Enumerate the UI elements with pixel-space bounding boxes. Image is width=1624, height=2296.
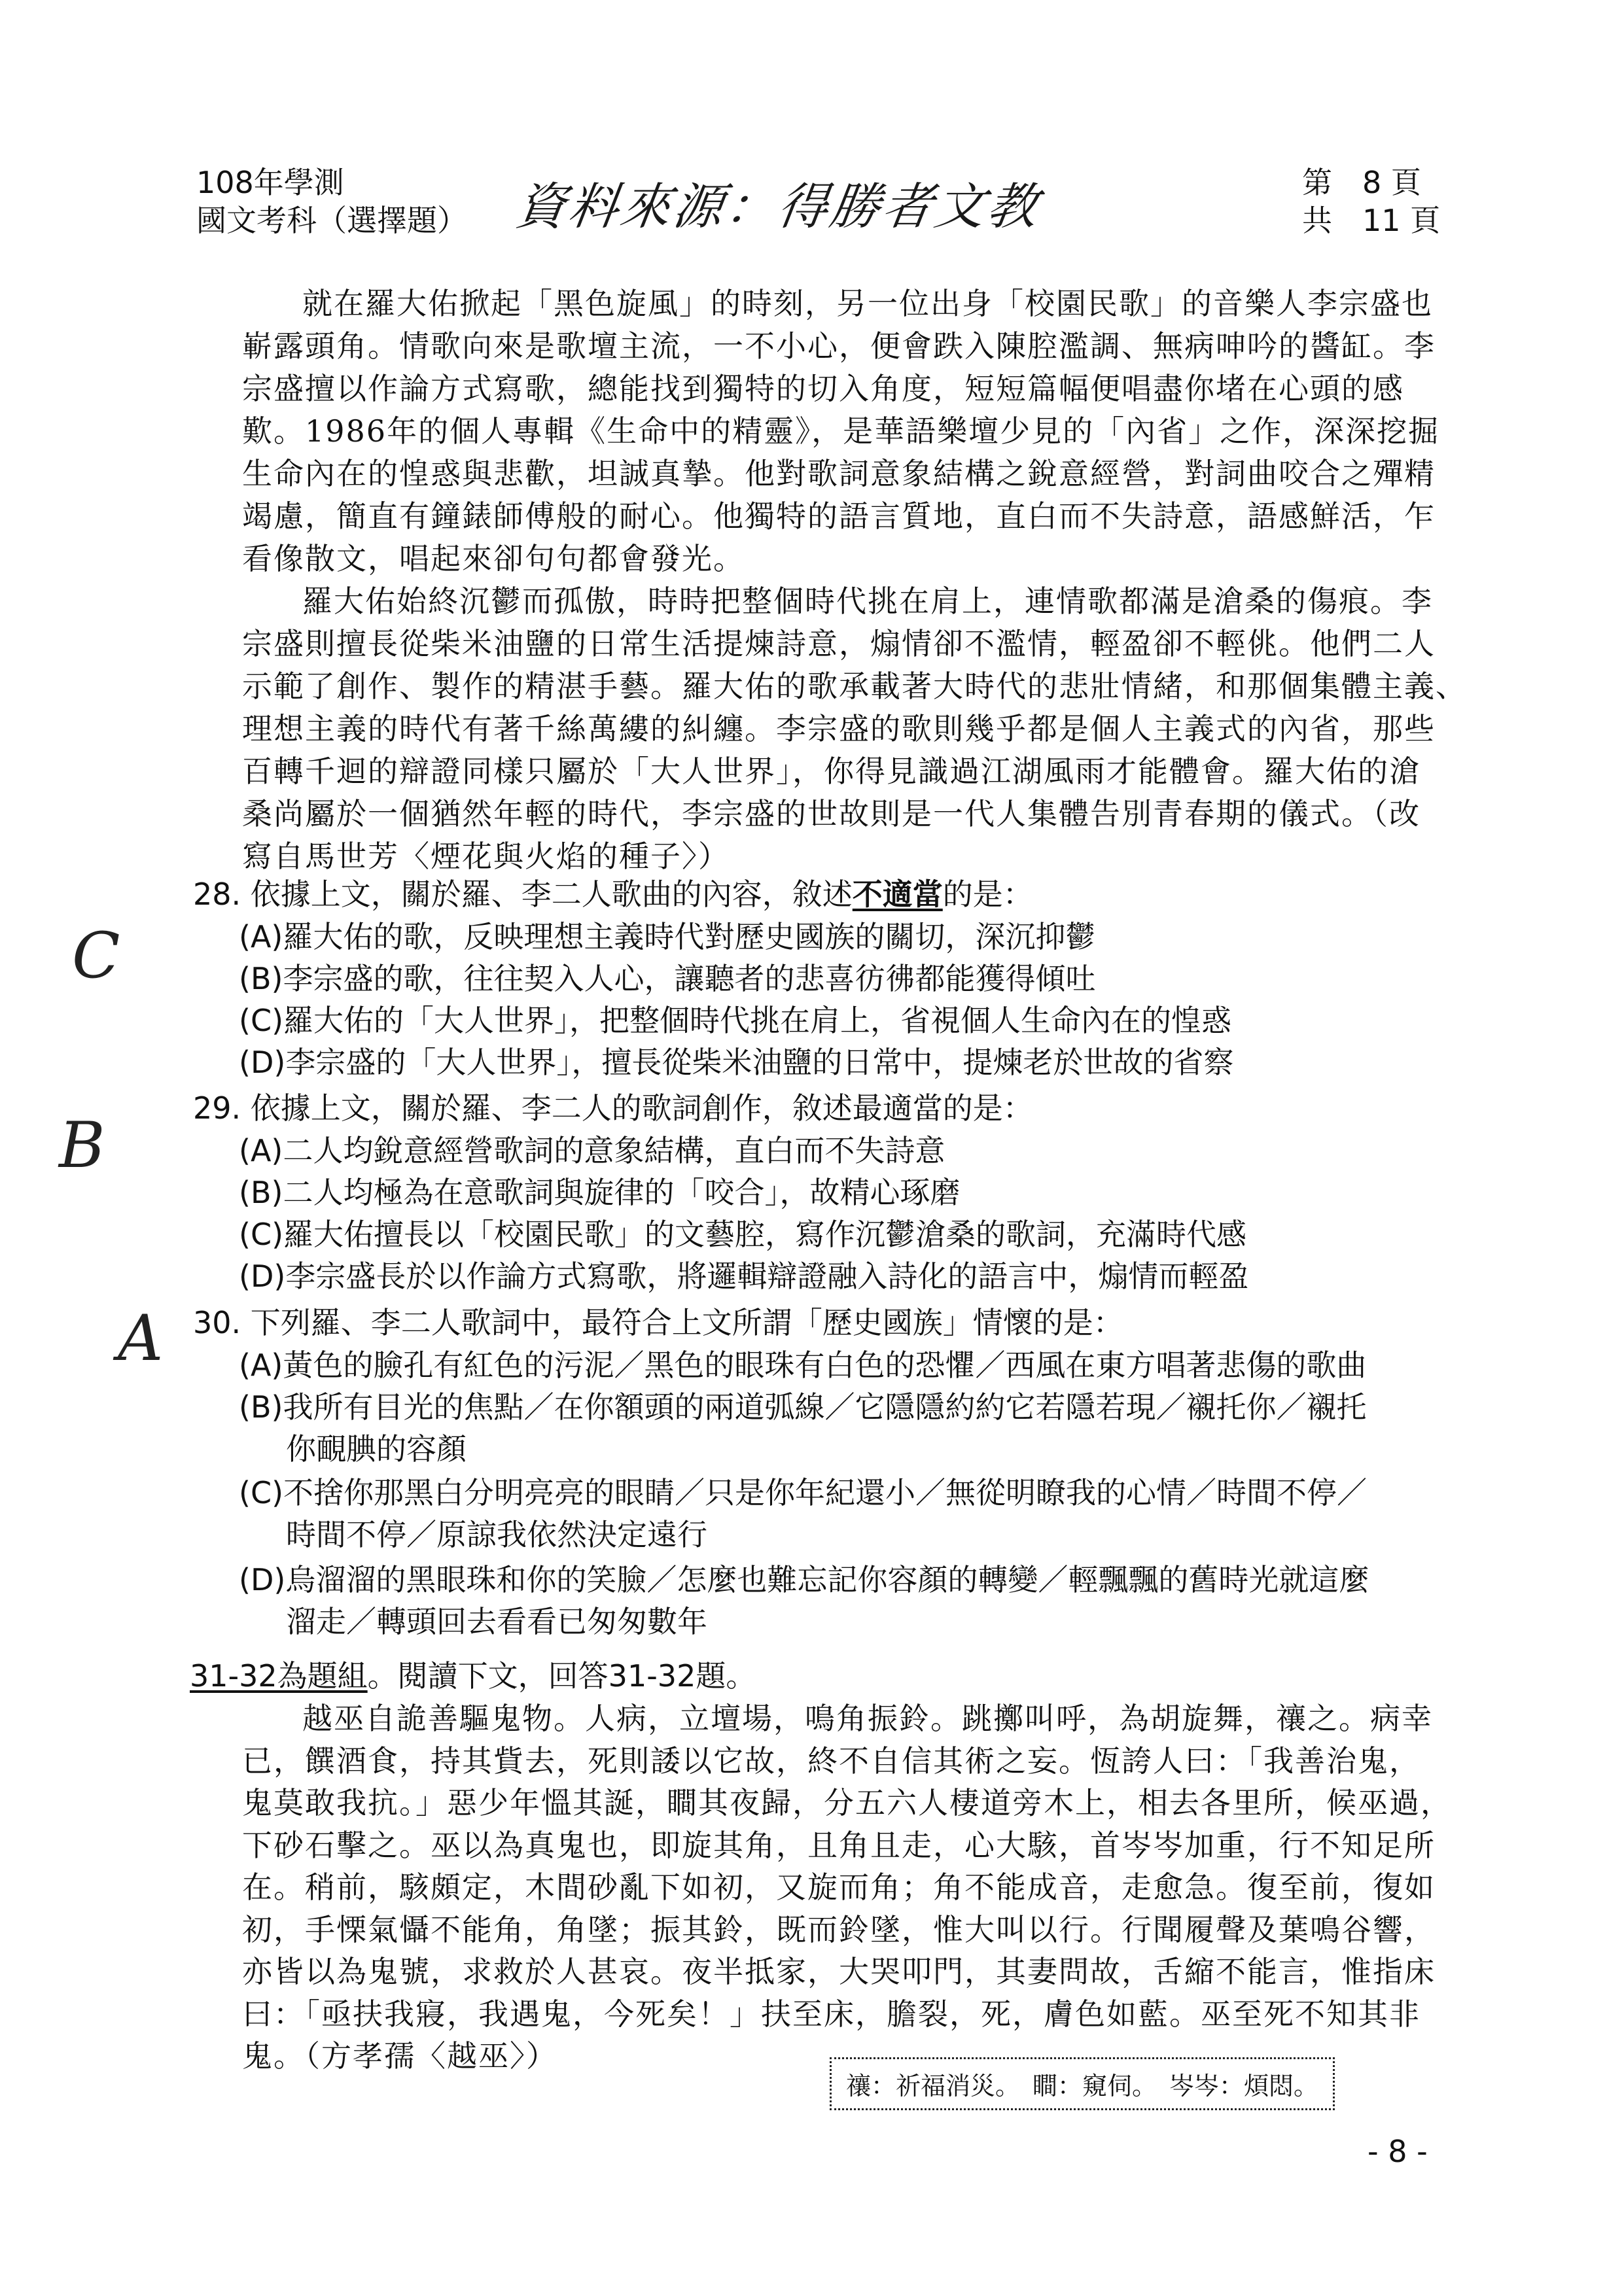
handwritten-answer-mark: A [118, 1302, 164, 1375]
question-28-option-d[interactable]: (D)李宗盛的「大人世界」，擅長從柴米油鹽的日常中，提煉老於世故的省察 [239, 1045, 1234, 1080]
question-28-option-c[interactable]: (C)羅大佑的「大人世界」，把整個時代挑在肩上，省視個人生命內在的惶惑 [239, 1003, 1232, 1038]
question-30-option-b[interactable] [239, 1386, 1366, 1470]
option-line: 時間不停／原諒我依然決定遠行 [286, 1517, 707, 1552]
passage-line: 看像散文，唱起來卻句句都會發光。 [242, 541, 745, 576]
question-30-option-a[interactable]: (A)黃色的臉孔有紅色的污泥／黑色的眼珠有白色的恐懼／西風在東方唱著悲傷的歌曲 [239, 1348, 1367, 1383]
passage-line: 理想主義的時代有著千絲萬縷的糾纏。李宗盛的歌則幾乎都是個人主義式的內省，那些 [242, 711, 1436, 746]
page-number: - 8 - [1368, 2134, 1428, 2169]
option-line: (C)不捨你那黑白分明亮亮的眼睛／只是你年紀還小／無從明瞭我的心情／時間不停／ [239, 1475, 1368, 1510]
question-29-option-d[interactable]: (D)李宗盛長於以作論方式寫歌，將邏輯辯證融入詩化的語言中，煽情而輕盈 [239, 1259, 1249, 1294]
passage-line: 寫自馬世芳〈煙花與火焰的種子〉） [242, 839, 730, 874]
passage-line: 在。稍前，駭頗定，木間砂亂下如初，又旋而角；角不能成音，走愈急。復至前，復如 [242, 1870, 1436, 1905]
passage1-paragraph1 [242, 283, 1440, 580]
question-group-instruction: 。閱讀下文，回答31-32題。 [367, 1658, 756, 1694]
passage-line: 越巫自詭善驅鬼物。人病，立壇場，鳴角振鈴。跳擲叫呼，為胡旋舞，禳之。病幸 [302, 1701, 1433, 1736]
question-30-option-d[interactable] [239, 1559, 1369, 1643]
question-30-option-c[interactable] [239, 1472, 1367, 1556]
question-group-header [190, 1655, 756, 1697]
passage-line: 歎。1986年的個人專輯《生命中的精靈》，是華語樂壇少見的「內省」之作，深深挖掘 [242, 413, 1440, 449]
stem-emphasis: 不適當 [852, 877, 943, 912]
passage-line: 示範了創作、製作的精湛手藝。羅大佑的歌承載著大時代的悲壯情緒，和那個集體主義、 [242, 669, 1467, 704]
passage-line: 鬼。（方孝孺〈越巫〉） [242, 2038, 557, 2074]
exam-year: 108年學測 [196, 165, 344, 200]
question-29-stem: 29. 依據上文，關於羅、李二人的歌詞創作，敘述最適當的是： [193, 1090, 1033, 1126]
passage-line: 下砂石擊之。巫以為真鬼也，即旋其角，且角且走，心大駭，首岑岑加重，行不知足所 [242, 1827, 1436, 1863]
question-30-stem: 30. 下列羅、李二人歌詞中，最符合上文所謂「歷史國族」情懷的是： [193, 1305, 1123, 1340]
total-pages-label: 共 11 頁 [1302, 203, 1441, 238]
glossary-box: 禳：祈福消災。 瞷：窺伺。 岑岑：煩悶。 [830, 2057, 1335, 2110]
passage-line: 就在羅大佑掀起「黑色旋風」的時刻，另一位出身「校園民歌」的音樂人李宗盛也 [302, 286, 1433, 321]
question-29-option-c[interactable]: (C)羅大佑擅長以「校園民歌」的文藝腔，寫作沉鬱滄桑的歌詞，充滿時代感 [239, 1217, 1247, 1252]
passage-line: 曰：「亟扶我寢，我遇鬼，今死矣！」扶至床，膽裂，死，膚色如藍。巫至死不知其非 [242, 1996, 1421, 2032]
option-line: (D)烏溜溜的黑眼珠和你的笑臉／怎麼也難忘記你容顏的轉變／輕飄飄的舊時光就這麼 [239, 1562, 1369, 1597]
question-28-stem [193, 873, 1033, 915]
passage-line: 亦皆以為鬼號，求救於人甚哀。夜半抵家，大哭叩門，其妻問故，舌縮不能言，惟指床 [242, 1954, 1436, 1989]
passage-line: 宗盛擅以作論方式寫歌，總能找到獨特的切入角度，短短篇幅便唱盡你堵在心頭的感 [242, 371, 1404, 406]
handwritten-answer-mark: B [59, 1109, 105, 1182]
question-28-option-a[interactable]: (A)羅大佑的歌，反映理想主義時代對歷史國族的關切，深沉抑鬱 [239, 919, 1096, 954]
handwritten-answer-mark: C [72, 919, 120, 992]
passage-line: 桑尚屬於一個猶然年輕的時代，李宗盛的世故則是一代人集體告別青春期的儀式。（改 [242, 796, 1421, 831]
question-29-option-b[interactable]: (B)二人均極為在意歌詞與旋律的「咬合」，故精心琢磨 [239, 1175, 961, 1210]
passage-line: 羅大佑始終沉鬱而孤傲，時時把整個時代挑在肩上，連情歌都滿是滄桑的傷痕。李 [302, 583, 1433, 619]
passage-line: 嶄露頭角。情歌向來是歌壇主流，一不小心，便會跌入陳腔濫調、無病呻吟的醬缸。李 [242, 328, 1436, 364]
passage1-paragraph2 [242, 580, 1467, 878]
option-line: 溜走／轉頭回去看看已匆匆數年 [286, 1604, 707, 1639]
question-29-option-a[interactable]: (A)二人均銳意經營歌詞的意象結構，直白而不失詩意 [239, 1133, 945, 1168]
passage-line: 宗盛則擅長從柴米油鹽的日常生活提煉詩意，煽情卻不濫情，輕盈卻不輕佻。他們二人 [242, 626, 1436, 661]
option-line: 你靦腆的容顏 [286, 1431, 467, 1467]
passage-line: 竭慮，簡直有鐘錶師傅般的耐心。他獨特的語言質地，直白而不失詩意，語感鮮活，乍 [242, 498, 1436, 534]
passage-line: 初，手慄氣懾不能角，角墜；振其鈴，既而鈴墜，惟大叫以行。行聞履聲及葉鳴谷響， [242, 1911, 1436, 1947]
passage2-classical-text [242, 1697, 1452, 2078]
question-group-label: 31-32為題組 [190, 1658, 368, 1694]
question-28-option-b[interactable]: (B)李宗盛的歌，往往契入人心，讓聽者的悲喜彷彿都能獲得傾吐 [239, 961, 1096, 996]
passage-line: 百轉千迴的辯證同樣只屬於「大人世界」，你得見識過江湖風雨才能體會。羅大佑的滄 [242, 754, 1421, 789]
option-line: (B)我所有目光的焦點／在你額頭的兩道弧線／它隱隱約約它若隱若現／襯托你／襯托 [239, 1389, 1367, 1425]
handwritten-source-note: 資料來源：得勝者文教 [512, 177, 1044, 235]
stem-text: 28. 依據上文，關於羅、李二人歌曲的內容，敘述 [193, 877, 853, 912]
stem-text: 的是： [942, 877, 1033, 912]
passage-line: 鬼莫敢我抗。」惡少年慍其誕，瞷其夜歸，分五六人棲道旁木上，相去各里所，候巫過， [242, 1785, 1452, 1820]
passage-line: 生命內在的惶惑與悲歡，坦誠真摯。他對歌詞意象結構之銳意經營，對詞曲咬合之殫精 [242, 456, 1436, 491]
passage-line: 已，饌酒食，持其貲去，死則諉以它故，終不自信其術之妄。恆誇人曰：「我善治鬼， [242, 1743, 1421, 1779]
page-label: 第 8 頁 [1302, 165, 1421, 200]
exam-subject: 國文考科（選擇題） [196, 203, 467, 238]
